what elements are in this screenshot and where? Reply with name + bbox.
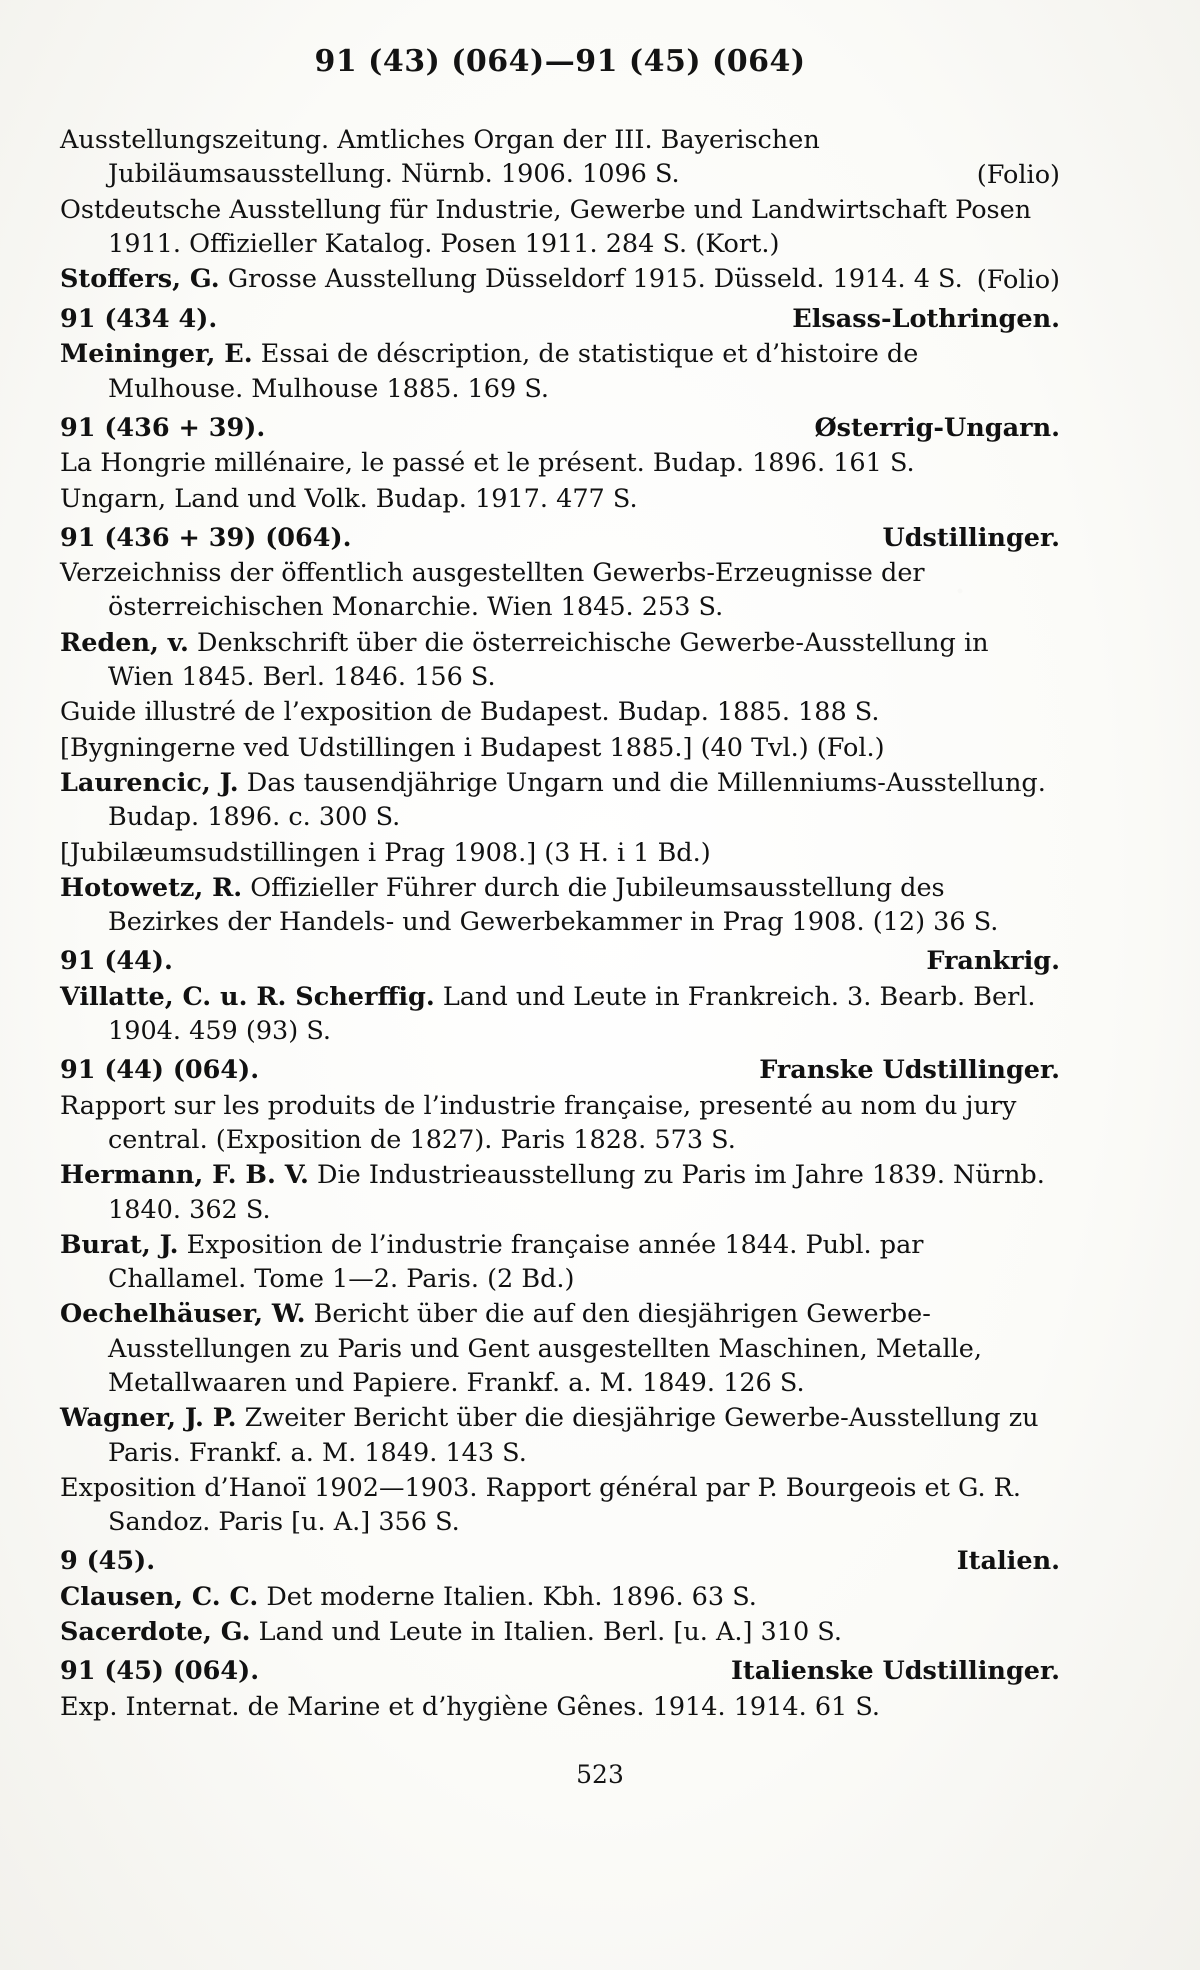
class-number: 91 (436 + 39) (064). xyxy=(60,522,352,553)
entry-text: Guide illustré de l’exposition de Budapest. Budap. 1885. 188 S. xyxy=(60,697,880,728)
entry-text: Essai de déscription, de statistique et d’histoire de Mulhouse. Mulhouse 1885. 169 S. xyxy=(108,339,919,404)
entry-author: Reden, v. xyxy=(60,627,189,658)
class-number: 91 (44) (064). xyxy=(60,1055,260,1086)
entry-text: Exposition de l’industrie française année 1844. Publ. par Challamel. Tome 1—2. Paris. (2 Bd.) xyxy=(108,1229,924,1295)
class-number: 91 (44). xyxy=(60,946,173,977)
entry-text: Offizieller Führer durch die Jubileumsausstellung des Bezirkes der Handels- und Gewerbekammer in Prag 1908. (12) 36 S. xyxy=(108,872,999,938)
entry-text: Verzeichniss der öffentlich ausgestellten Gewerbs-Erzeugnisse der österreichischen Monarchie. Wien 1845. 253 S. xyxy=(60,558,925,623)
running-head: 91 (43) (064)—91 (45) (064) xyxy=(314,44,806,79)
section-subject: Italien. xyxy=(956,1546,1060,1577)
section-heading xyxy=(60,521,1060,555)
list-item xyxy=(60,1471,1060,1540)
class-number: 91 (436 + 39). xyxy=(60,412,266,443)
section-heading xyxy=(60,1544,1060,1578)
list-item xyxy=(60,1297,1060,1400)
entry-trailer: (Folio) xyxy=(976,264,1060,295)
list-item xyxy=(60,731,1060,765)
entry-text: Det moderne Italien. Kbh. 1896. 63 S. xyxy=(266,1581,757,1612)
entry-text: Bericht über die auf den diesjährigen Gewerbe-Ausstellungen zu Paris und Gent ausgestellten Maschinen, Metalle, Metallwaaren und Papiere. Frankf. a. M. 1849. 126 S. xyxy=(108,1299,982,1398)
list-item xyxy=(60,1690,1060,1724)
entry-author: Meininger, E. xyxy=(60,339,253,370)
list-item xyxy=(60,123,1060,192)
list-item xyxy=(60,1401,1060,1470)
section-subject: Frankrig. xyxy=(926,946,1060,977)
list-item xyxy=(60,695,1060,729)
list-item xyxy=(60,1158,1060,1227)
list-item xyxy=(60,556,1060,625)
section-heading xyxy=(60,1654,1060,1688)
entry-text: Ausstellungszeitung. Amtliches Organ der III. Bayerischen Jubiläumsausstellung. Nürnb. 1906. 1096 S. xyxy=(60,125,820,190)
entry-author: Sacerdote, G. xyxy=(60,1617,251,1648)
list-item xyxy=(60,262,1060,296)
list-item xyxy=(60,871,1060,940)
entry-text: Denkschrift über die österreichische Gewerbe-Ausstellung in Wien 1845. Berl. 1846. 156 S. xyxy=(108,627,989,693)
list-item xyxy=(60,1228,1060,1297)
class-number: 91 (45) (064). xyxy=(60,1656,260,1687)
section-subject: Elsass-Lothringen. xyxy=(792,304,1060,335)
entry-author: Hermann, F. B. V. xyxy=(60,1160,309,1191)
page-content xyxy=(60,44,1060,1725)
entry-text: Das tausendjährige Ungarn und die Millenniums-Ausstellung. Budap. 1896. c. 300 S. xyxy=(108,767,1046,833)
list-item xyxy=(60,482,1060,516)
entry-text: Land und Leute in Frankreich. 3. Bearb. Berl. 1904. 459 (93) S. xyxy=(108,981,1036,1047)
section-heading xyxy=(60,411,1060,445)
entry-text: Exposition d’Hanoï 1902—1903. Rapport général par P. Bourgeois et G. R. Sandoz. Paris [u. A.] 356 S. xyxy=(60,1472,1021,1538)
entry-trailer: (Folio) xyxy=(976,159,1060,190)
list-item xyxy=(60,193,1060,262)
entry-text: Zweiter Bericht über die diesjährige Gewerbe-Ausstellung zu Paris. Frankf. a. M. 1849. 143 S. xyxy=(108,1403,1039,1468)
section-heading xyxy=(60,944,1060,978)
section-heading xyxy=(60,1053,1060,1087)
entry-text: Land und Leute in Italien. Berl. [u. A.] 310 S. xyxy=(258,1617,842,1648)
section-subject: Italienske Udstillinger. xyxy=(730,1656,1060,1687)
list-item xyxy=(60,446,1060,480)
page-number: 523 xyxy=(576,1760,624,1789)
entry-author: Oechelhäuser, W. xyxy=(60,1299,306,1330)
list-item xyxy=(60,337,1060,406)
list-item xyxy=(60,626,1060,695)
entry-text: Die Industrieausstellung zu Paris im Jahre 1839. Nürnb. 1840. 362 S. xyxy=(108,1160,1045,1225)
entry-text: [Jubilæumsudstillingen i Prag 1908.] (3 H. i 1 Bd.) xyxy=(60,837,711,868)
entry-author: Clausen, C. C. xyxy=(60,1581,259,1612)
entry-text: Ungarn, Land und Volk. Budap. 1917. 477 S. xyxy=(60,483,638,514)
entry-author: Burat, J. xyxy=(60,1229,179,1260)
class-number: 91 (434 4). xyxy=(60,304,218,335)
list-item xyxy=(60,980,1060,1049)
section-subject: Udstillinger. xyxy=(882,522,1060,553)
entry-text: La Hongrie millénaire, le passé et le présent. Budap. 1896. 161 S. xyxy=(60,448,915,479)
bibliography-body xyxy=(60,123,1060,1724)
class-number: 9 (45). xyxy=(60,1546,156,1577)
entry-text: [Bygningerne ved Udstillingen i Budapest 1885.] (40 Tvl.) (Fol.) xyxy=(60,732,885,763)
list-item xyxy=(60,766,1060,835)
section-subject: Østerrig-Ungarn. xyxy=(814,412,1060,443)
entry-text: Ostdeutsche Ausstellung für Industrie, Gewerbe und Landwirtschaft Posen 1911. Offizieller Katalog. Posen 1911. 284 S. (Kort.) xyxy=(60,194,1032,260)
list-item xyxy=(60,1615,1060,1649)
entry-author: Wagner, J. P. xyxy=(60,1403,237,1434)
entry-author: Stoffers, G. xyxy=(60,264,220,295)
list-item xyxy=(60,836,1060,870)
list-item xyxy=(60,1089,1060,1158)
section-heading xyxy=(60,302,1060,336)
entry-text: Exp. Internat. de Marine et d’hygiène Gênes. 1914. 1914. 61 S. xyxy=(60,1691,881,1722)
entry-author: Villatte, C. u. R. Scherffig. xyxy=(60,981,435,1012)
entry-author: Laurencic, J. xyxy=(60,767,239,798)
list-item xyxy=(60,1580,1060,1614)
section-subject: Franske Udstillinger. xyxy=(759,1055,1060,1086)
entry-author: Hotowetz, R. xyxy=(60,872,243,903)
entry-text: Grosse Ausstellung Düsseldorf 1915. Düsseld. 1914. 4 S. xyxy=(227,264,963,295)
entry-text: Rapport sur les produits de l’industrie française, presenté au nom du jury central. (Exposition de 1827). Paris 1828. 573 S. xyxy=(60,1090,1017,1155)
